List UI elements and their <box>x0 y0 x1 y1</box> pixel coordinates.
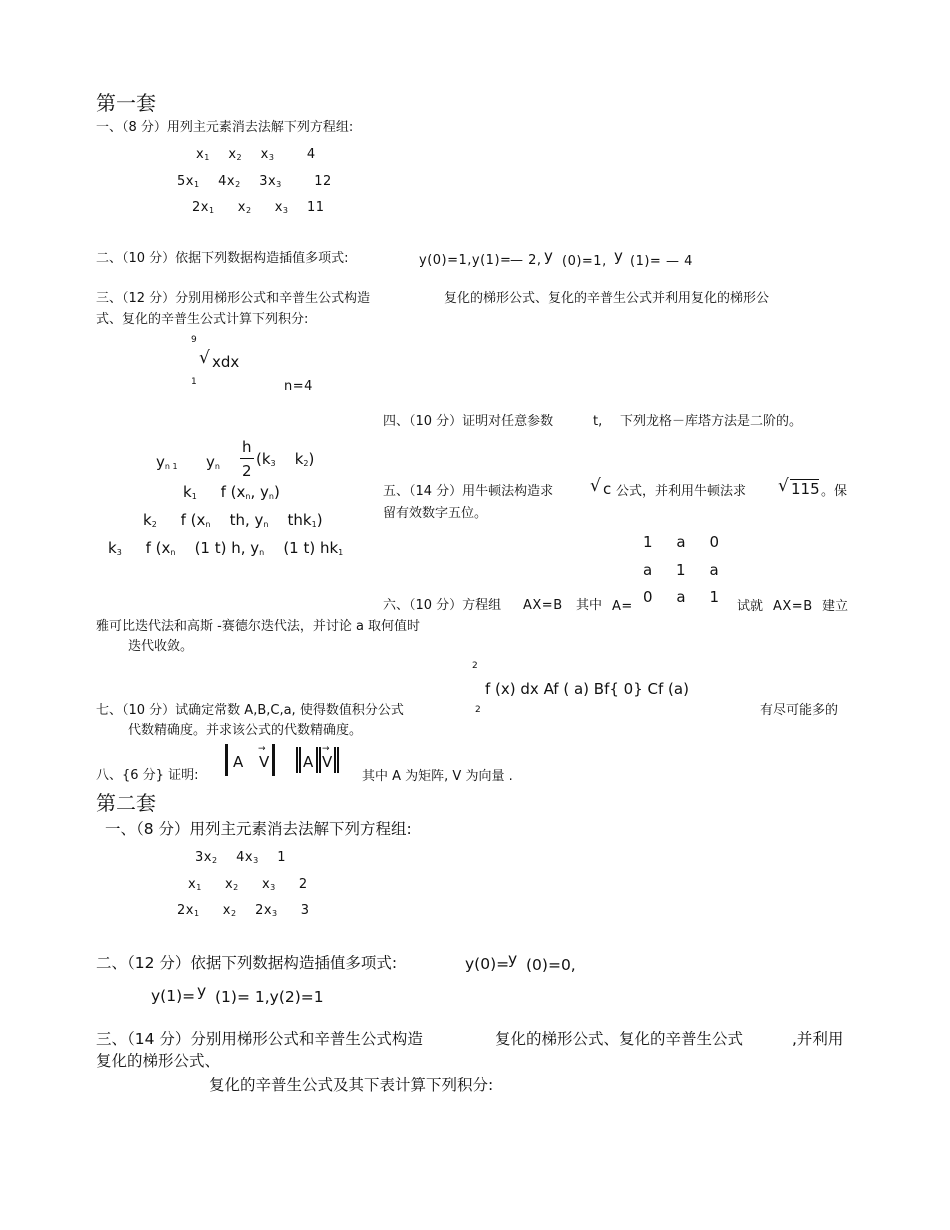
set1-q6-line3: 迭代收敛。 <box>128 639 194 654</box>
set1-q3-integrand: xdx <box>212 353 240 371</box>
norm-bar <box>337 747 339 773</box>
set1-q2-text: 二、（10 分）依据下列数据构造插值多项式: <box>96 251 349 266</box>
set1-q2-data-c: (0)=1, <box>562 254 607 269</box>
rk-eq4: $k_3$ f ($x_n$ (1 t) h, $y_n$ (1 t) $hk_1$ <box>108 539 344 557</box>
rk-eq1-rhs: ($k_3$ $k_2$) <box>256 450 315 468</box>
set1-q7-line2: 代数精确度。并求该公式的代数精确度。 <box>128 723 363 738</box>
set1-q4-text-b: 下列龙格－库塔方法是二阶的。 <box>620 414 803 429</box>
set2-q2-text: 二、（12 分）依据下列数据构造插值多项式: <box>96 954 398 972</box>
set1-q1-text: 一、（8 分）用列主元素消去法解下列方程组: <box>96 120 354 135</box>
set1-q2-data-a: y(0)=1,y(1)= <box>419 253 512 268</box>
set2-q3-line3: 复化的辛普生公式及其下表计算下列积分: <box>209 1076 494 1094</box>
set1-q6-text-c: 试就 <box>737 599 764 614</box>
norm-bar <box>334 747 336 773</box>
q7-lower-limit: 2 <box>475 705 481 715</box>
rk-eq1-num: h <box>242 438 252 456</box>
set1-q3-line1b: 复化的梯形公式、复化的辛普生公式并利用复化的梯形公 <box>444 291 770 306</box>
set1-q8-text-b: 其中 A 为矩阵, V 为向量 . <box>362 769 513 784</box>
sqrt-icon: √ <box>199 348 210 368</box>
matrix-row-1: 1 a 0 <box>643 533 719 551</box>
set2-q1-eq2: $x_1$ $x_2$ $x_3$ 2 <box>188 877 308 892</box>
set2-heading: 第二套 <box>96 791 156 815</box>
set2-q2-a: y(0)= <box>465 955 510 973</box>
set1-q6-aeq: A= <box>612 599 633 614</box>
integral-lower-limit: 1 <box>191 377 197 387</box>
set1-q2-yprime: y <box>544 247 553 265</box>
set1-q6-text-d: 建立 <box>822 599 849 614</box>
matrix-row-2: a 1 a <box>643 561 719 579</box>
set2-q1-eq3: $2x_1$ $x_2$ $2x_3$ 3 <box>177 903 310 918</box>
set1-q6-axb2: AX=B <box>773 599 813 614</box>
set2-q3-line1-b: 复化的梯形公式、复化的辛普生公式 <box>495 1030 744 1048</box>
q7-upper-limit: 2 <box>472 661 478 671</box>
rk-eq1-lhs: $y_{n 1}$ <box>156 453 178 471</box>
sqrt-icon: √ <box>778 476 789 496</box>
set1-q3-n: n=4 <box>284 379 313 394</box>
set1-q6-text-a: 六、（10 分）方程组 <box>383 598 502 613</box>
set1-q5-text-a: 五、（14 分）用牛顿法构造求 <box>383 484 554 499</box>
set1-q3-line2: 式、复化的辛普生公式计算下列积分: <box>96 312 309 327</box>
set2-q2-b: (0)=0, <box>526 956 576 974</box>
fraction-bar <box>240 458 254 459</box>
set1-q7-text-r: 有尽可能多的 <box>760 703 839 718</box>
vector-arrow-icon: → <box>322 744 330 754</box>
matrix-row-3: 0 a 1 <box>643 588 719 606</box>
set1-q4-param: t, <box>593 414 603 429</box>
rk-eq1-den: 2 <box>242 462 252 480</box>
rk-eq3: $k_2$ f ($x_n$ th, $y_n$ thk$_1$) <box>143 511 323 529</box>
set2-q2-d: (1)= 1,y(2)=1 <box>215 988 324 1006</box>
set2-q1-eq1: $3x_2$ $4x_3$ 1 <box>195 850 286 865</box>
set1-q2-data-b: — 2, <box>510 253 542 268</box>
norm-bar <box>319 747 321 773</box>
q8-lhs-v: V <box>259 753 270 771</box>
set2-q1-text: 一、（8 分）用列主元素消去法解下列方程组: <box>105 820 412 838</box>
set2-q3-line1-a: 三、（14 分）分别用梯形公式和辛普生公式构造 <box>96 1030 423 1048</box>
set1-heading: 第一套 <box>96 91 156 115</box>
norm-bar <box>296 747 298 773</box>
q8-rhs-v: V <box>322 753 333 771</box>
set1-q1-eq3: $2x_1$ $x_2$ $x_3$ 11 <box>192 200 325 215</box>
set1-q4-text: 四、（10 分）证明对任意参数 <box>383 414 554 429</box>
set1-q5-val: 115 <box>791 480 820 498</box>
norm-bar <box>299 747 301 773</box>
set1-q6-line2: 雅可比迭代法和高斯 -赛德尔迭代法，并讨论 a 取何值时 <box>96 619 421 634</box>
set1-q6-axb: AX=B <box>523 598 563 613</box>
q8-rhs-a: A <box>303 753 314 771</box>
set1-q5-text-c: 。保 <box>821 484 848 499</box>
set1-q7-formula: f (x) dx Af ( a) Bf{ 0} Cf (a) <box>485 680 689 698</box>
rk-eq1-yn: $y_n$ <box>206 453 220 471</box>
set1-q2-data-d: (1)= — 4 <box>630 254 693 269</box>
set1-q6-text-b: 其中 <box>576 598 603 613</box>
set1-q5-text-b: 公式，并利用牛顿法求 <box>616 484 747 499</box>
norm-bar <box>272 744 275 776</box>
set1-q1-eq1: $x_1$ $x_2$ $x_3$ 4 <box>196 147 316 162</box>
set1-q5-c: c <box>603 480 612 498</box>
set1-q8-text: 八、{6 分} 证明: <box>96 768 199 783</box>
set1-q2-yprime-2: y <box>614 247 623 265</box>
norm-bar <box>316 747 318 773</box>
set1-q5-line2: 留有效数字五位。 <box>383 506 488 521</box>
set1-q3-line1: 三、（12 分）分别用梯形公式和辛普生公式构造 <box>96 291 371 306</box>
set2-q2-c: y(1)= <box>151 987 196 1005</box>
integral-upper-limit: 9 <box>191 335 197 345</box>
set1-q1-eq2: $5x_1$ $4x_2$ $3x_3$ 12 <box>177 174 332 189</box>
set2-q2-yprime-2: y <box>197 982 207 1000</box>
q8-lhs-a: A <box>233 753 244 771</box>
norm-bar <box>225 744 228 776</box>
set2-q2-yprime: y <box>508 950 518 968</box>
sqrt-icon: √ <box>590 476 601 496</box>
vector-arrow-icon: → <box>258 744 266 754</box>
set2-q3-line2: 复化的梯形公式、 <box>96 1052 221 1070</box>
set1-q7-text: 七、（10 分）试确定常数 A,B,C,a, 使得数值积分公式 <box>96 703 404 718</box>
rk-eq2: $k_1$ f ($x_n$, $y_n$) <box>183 483 280 501</box>
set2-q3-line1-c: ,并利用 <box>792 1030 844 1048</box>
